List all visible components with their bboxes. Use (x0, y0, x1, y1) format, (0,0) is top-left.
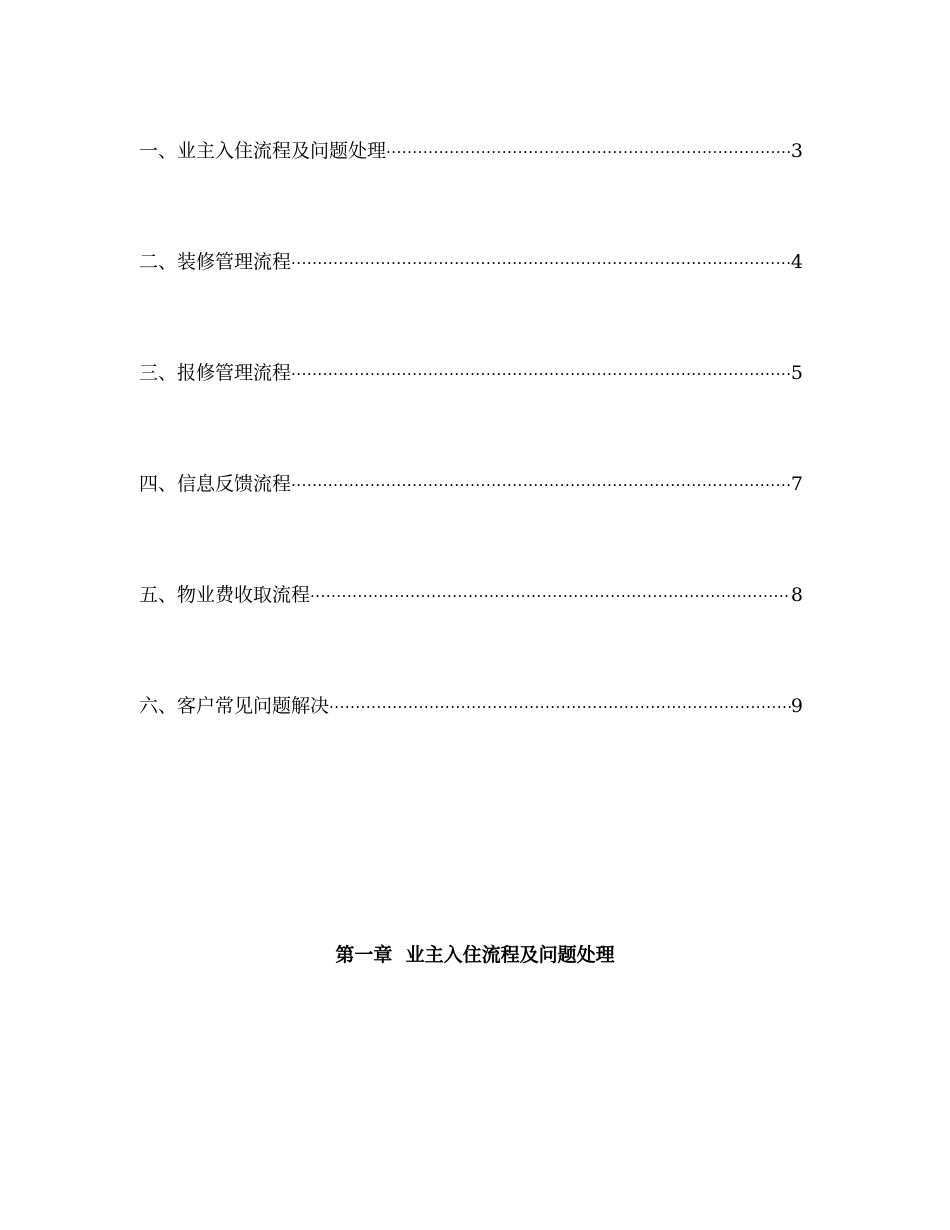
toc-entry-title: 装修管理流程 (177, 251, 292, 273)
toc-entry-3[interactable] (139, 359, 803, 387)
toc-entry-page: 3 (790, 140, 803, 162)
toc-entry-title: 报修管理流程 (177, 362, 292, 384)
toc-dot-leader (291, 249, 791, 277)
toc-dot-leader (329, 693, 791, 721)
toc-entry-4[interactable] (139, 470, 803, 498)
toc-entry-1[interactable] (139, 137, 803, 165)
toc-entry-number: 四、 (139, 473, 178, 495)
chapter-title: 第一章 业主入住流程及问题处理 (335, 944, 615, 966)
toc-entry-page: 4 (790, 251, 803, 273)
toc-entry-number: 六、 (139, 695, 178, 717)
toc-dot-leader (386, 138, 791, 166)
toc-entry-page: 9 (790, 695, 803, 717)
toc-entry-2[interactable] (139, 248, 803, 276)
toc-entry-page: 5 (790, 362, 803, 384)
toc-entry-page: 8 (790, 584, 803, 606)
toc-entry-6[interactable] (139, 692, 803, 720)
toc-entry-page: 7 (790, 473, 803, 495)
toc-entry-number: 一、 (139, 140, 178, 162)
toc-entry-number: 五、 (139, 584, 178, 606)
toc-dot-leader (310, 582, 791, 610)
toc-entry-title: 物业费收取流程 (177, 584, 311, 606)
toc-entry-number: 二、 (139, 251, 178, 273)
toc-dot-leader (291, 360, 791, 388)
toc-dot-leader (291, 471, 791, 499)
toc-entry-title: 客户常见问题解决 (177, 695, 330, 717)
toc-entry-title: 信息反馈流程 (177, 473, 292, 495)
toc-entry-5[interactable] (139, 581, 803, 609)
table-of-contents (139, 137, 803, 803)
toc-entry-number: 三、 (139, 362, 178, 384)
toc-entry-title: 业主入住流程及问题处理 (177, 140, 387, 162)
